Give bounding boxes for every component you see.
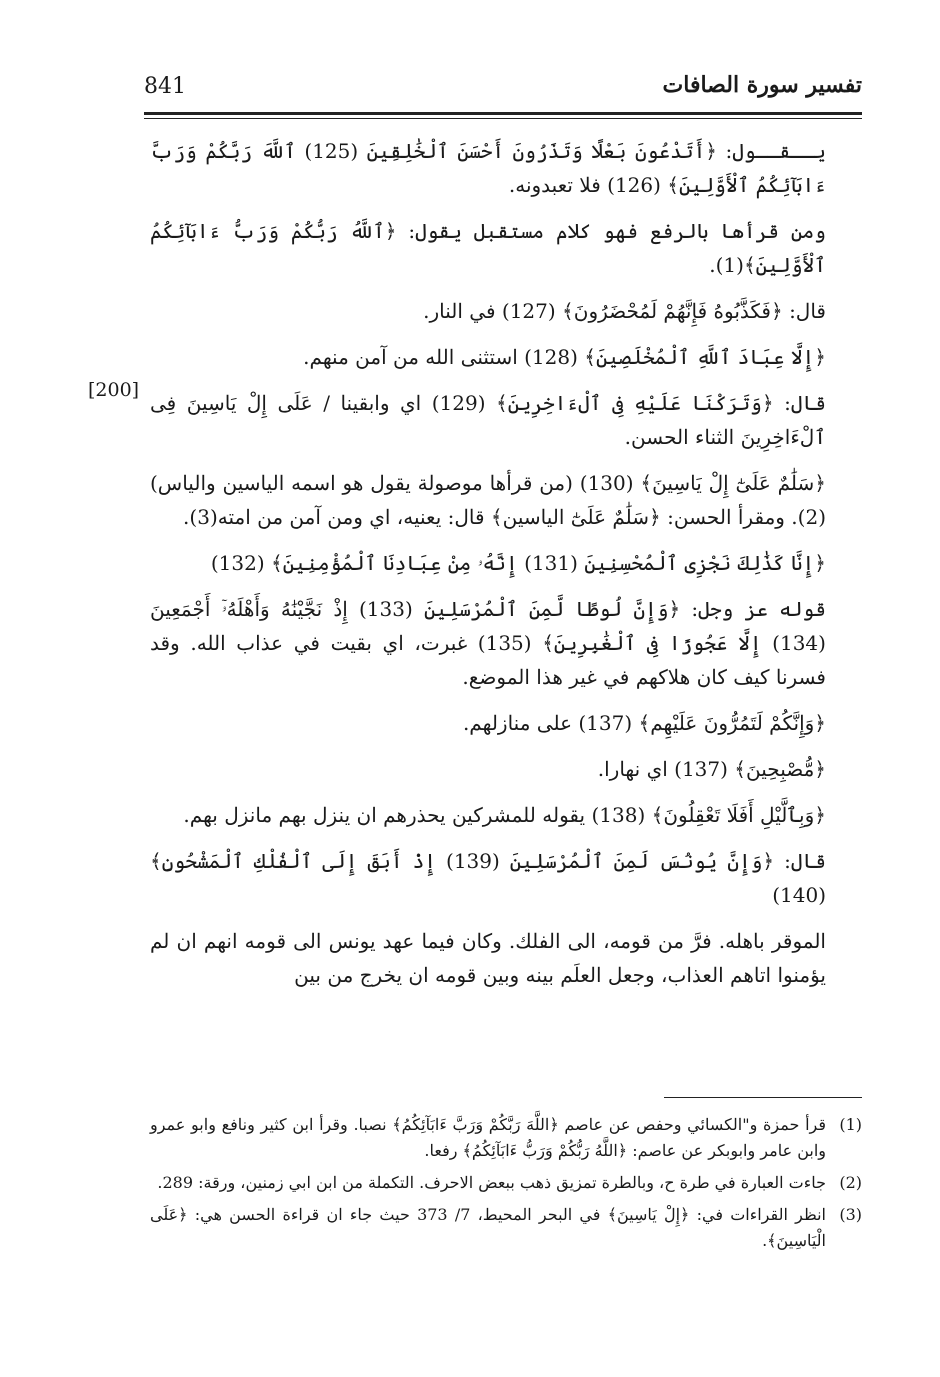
paragraph: ﴿سَلَٰمٌ عَلَىٰٓ إِلْ يَاسِينَ﴾ (130) (من قرأها موصولة يقول هو اسمه الياسين والياس)(2). ومقرأ الحسن: ﴿سَلَٰمٌ عَلَىٰٓ الياسين﴾ قال: يعنيه، اي ومن آمن من امته(3). xyxy=(150,471,826,529)
paragraph: ﴿وَإِنَّكُمْ لَتَمُرُّونَ عَلَيْهِم﴾ (137) على منازلهم. xyxy=(462,711,826,735)
paragraph: ﴿وَبِٱلَّيْلِ أَفَلَا تَعْقِلُونَ﴾ (138) يقوله للمشركين يحذرهم ان ينزل بهم مانزل بهم. xyxy=(183,803,826,827)
paragraph: ومن قرأها بالرفع فهو كلام مستقبل يقول: ﴿ٱللَّهُ رَبُّكُمْ وَرَبُّ ءَابَآئِكُمُ ٱلْأَوَّلِينَ﴾(1). xyxy=(150,219,826,277)
paragraph: يــقــول: ﴿أَتَدْعُونَ بَعْلًا وَتَذَرُونَ أَحْسَنَ ٱلْخَٰلِقِينَ (125) ٱللَّهَ رَبَّكُمْ وَرَبَّ ءَابَآئِكُمُ ٱلْأَوَّلِينَ﴾ (126) فلا تعبدونه. xyxy=(150,139,827,197)
footnote-text: انظر القراءات في: ﴿إِلْ يَاسِينَ﴾ في البحر المحيط، 7/ 373 حيث جاء ان قراءة الحسن هي: ﴿عَلَى الْيَاسِينَ﴾. xyxy=(150,1205,826,1250)
footnote xyxy=(150,1202,862,1254)
paragraph: ﴿مُّصْبِحِينَ﴾ (137) اي نهارا. xyxy=(597,757,826,781)
page-header xyxy=(144,72,862,112)
footnote-number: (2) xyxy=(839,1173,862,1192)
paragraph: قال: ﴿وَإِنَّ يُونُسَ لَمِنَ ٱلْمُرْسَلِينَ (139) إِذْ أَبَقَ إِلَى ٱلْفُلْكِ ٱلْمَشْحُونِ﴾ (140) xyxy=(150,849,827,907)
paragraph: ﴿إِلَّا عِبَادَ ٱللَّهِ ٱلْمُخْلَصِينَ﴾ (128) استثنى الله من آمن منهم. xyxy=(303,345,826,369)
header-rule-thick xyxy=(144,112,862,115)
footnotes xyxy=(150,1112,862,1260)
footnote-number: (3) xyxy=(839,1205,862,1224)
footnote-number: (1) xyxy=(839,1115,862,1134)
footnote xyxy=(150,1112,862,1164)
footnote xyxy=(150,1170,862,1196)
paragraph: الموقر باهله. فرَّ من قومه، الى الفلك. وكان فيما عهد يونس الى قومه انهم ان لم يؤمنوا اتاهم العذاب، وجعل العلَم بينه وبين قومه ان يخرج من بين xyxy=(150,929,826,987)
paragraph: قال: ﴿وَتَرَكْنَا عَلَيْهِ فِى ٱلْءَاخِرِينَ﴾ (129) اي وابقينا / عَلَى إِلْ يَاسِينَ فِى ٱلْءَاخِرِينَ الثناء الحسن. xyxy=(150,391,826,449)
paragraph: قال: ﴿فَكَذَّبُوهُ فَإِنَّهُمْ لَمُحْضَرُونَ﴾ (127) في النار. xyxy=(423,299,826,323)
main-text xyxy=(150,134,862,1004)
running-title: تفسير سورة الصافات xyxy=(662,72,862,98)
page-number: 841 xyxy=(144,74,186,99)
footnote-rule xyxy=(664,1097,862,1098)
header-rule-thin xyxy=(144,118,862,119)
paragraph: قوله عز وجل: ﴿وَإِنَّ لُوطًا لَّمِنَ ٱلْمُرْسَلِينَ (133) إِذْ نَجَّيْنَٰهُ وَأَهْلَهُۥٓ أَجْمَعِينَ (134) إِلَّا عَجُوزًا فِى ٱلْغَٰبِرِينَ﴾ (135) غبرت، اي بقيت في عذاب الله. وقد فسرنا كيف كان هلاكهم في غير هذا الموضع. xyxy=(150,597,826,689)
footnote-text: جاءت العبارة في طرة ح، وبالطرة تمزيق ذهب ببعض الاحرف. التكملة من ابن ابي زمنين، ورقة: 289. xyxy=(157,1173,826,1192)
footnote-text: قرأ حمزة و"الكسائي وحفص عن عاصم ﴿اللَّهَ رَبَّكُمْ وَرَبَّ ءَابَآئِكُمُ﴾ نصبا. وقرأ ابن كثير ونافع وابو عمرو وابن عامر وابوبكر عن عاصم: ﴿اللَّهُ رَبُّكُمْ وَرَبُّ ءَابَآئِكُمُ﴾ رفعا. xyxy=(150,1115,826,1160)
paragraph: ﴿إِنَّا كَذَٰلِكَ نَجْزِى ٱلْمُحْسِنِينَ (131) إِنَّهُۥ مِنْ عِبَادِنَا ٱلْمُؤْمِنِينَ﴾ (132) xyxy=(210,551,826,575)
margin-folio-reference: [200] xyxy=(88,379,140,401)
